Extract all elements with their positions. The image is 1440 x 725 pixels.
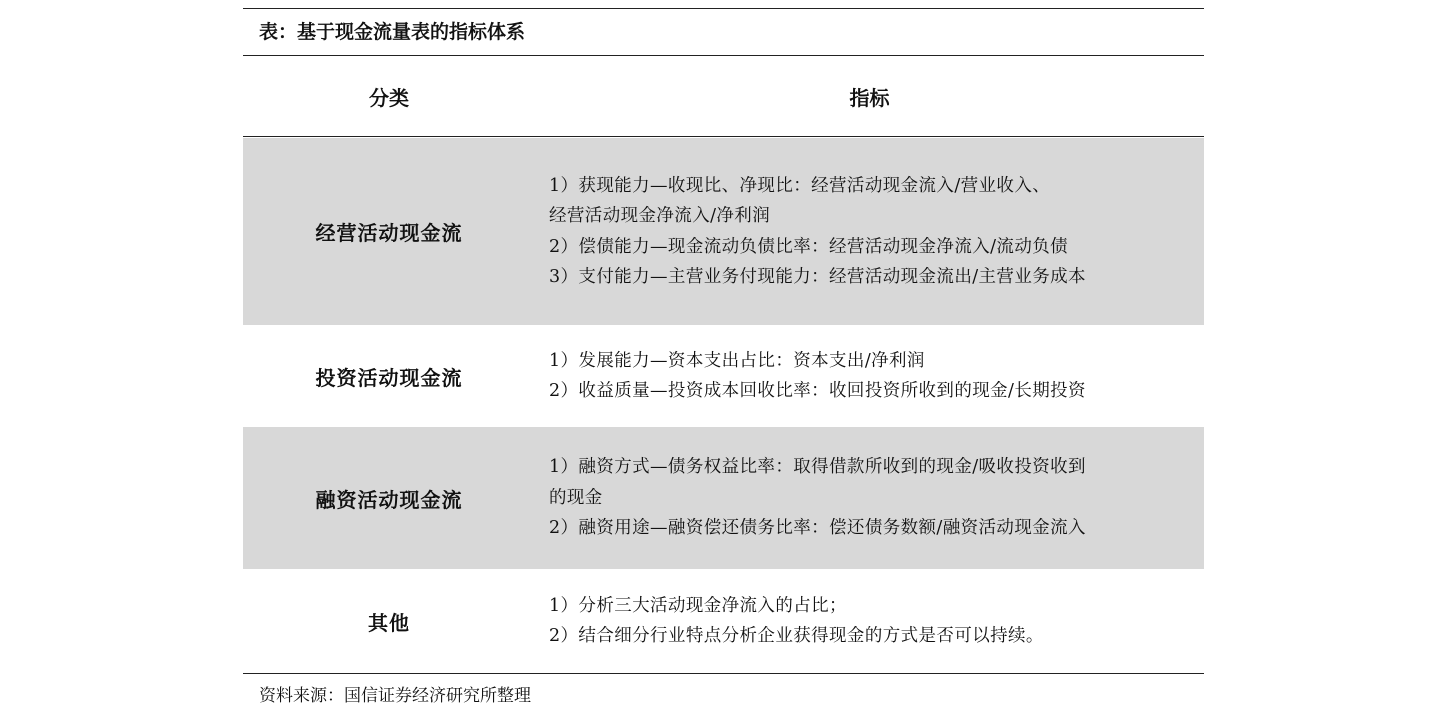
row-category: 投资活动现金流 bbox=[315, 365, 463, 390]
row-category: 其他 bbox=[368, 610, 410, 635]
header-rule bbox=[243, 136, 1204, 137]
table-caption: 表：基于现金流量表的指标体系 bbox=[259, 21, 526, 43]
bottom-rule bbox=[243, 673, 1204, 674]
table-row-operating bbox=[243, 138, 1204, 325]
table-figure bbox=[243, 0, 1204, 725]
indicator-line: 2）偿债能力—现金流动负债比率：经营活动现金净流入/流动负债 bbox=[549, 236, 1069, 257]
indicator-line: 2）结合细分行业特点分析企业获得现金的方式是否可以持续。 bbox=[549, 626, 1044, 646]
row-category: 融资活动现金流 bbox=[315, 487, 463, 512]
row-category: 经营活动现金流 bbox=[315, 221, 463, 245]
indicator-line: 1）发展能力—资本支出占比：资本支出/净利润 bbox=[549, 350, 925, 371]
indicator-line: 1）融资方式—债务权益比率：取得借款所收到的现金/吸收投资收到 bbox=[549, 457, 1086, 478]
indicator-line: 的现金 bbox=[549, 487, 603, 508]
table-row-financing bbox=[243, 427, 1204, 569]
column-header-indicator: 指标 bbox=[849, 86, 890, 110]
indicator-line: 3）支付能力—主营业务付现能力：经营活动现金流出/主营业务成本 bbox=[549, 267, 1086, 287]
indicator-line: 经营活动现金净流入/净利润 bbox=[549, 206, 771, 226]
table-row-other bbox=[243, 569, 1204, 673]
indicator-line: 1）获现能力—收现比、净现比：经营活动现金流入/营业收入、 bbox=[549, 175, 1051, 196]
indicator-line: 2）收益质量—投资成本回收比率：收回投资所收到的现金/长期投资 bbox=[549, 381, 1086, 401]
top-rule bbox=[243, 8, 1204, 9]
row-indicators bbox=[549, 325, 1189, 427]
column-header-category: 分类 bbox=[369, 86, 409, 110]
row-indicators bbox=[549, 569, 1189, 673]
source-note: 资料来源：国信证券经济研究所整理 bbox=[259, 686, 531, 706]
table-row-investing bbox=[243, 325, 1204, 427]
indicator-line: 2）融资用途—融资偿还债务比率：偿还债务数额/融资活动现金流入 bbox=[549, 518, 1086, 539]
row-indicators bbox=[549, 138, 1189, 325]
indicator-line: 1）分析三大活动现金净流入的占比； bbox=[549, 595, 847, 616]
row-indicators bbox=[549, 427, 1189, 569]
table-header bbox=[243, 56, 1204, 136]
